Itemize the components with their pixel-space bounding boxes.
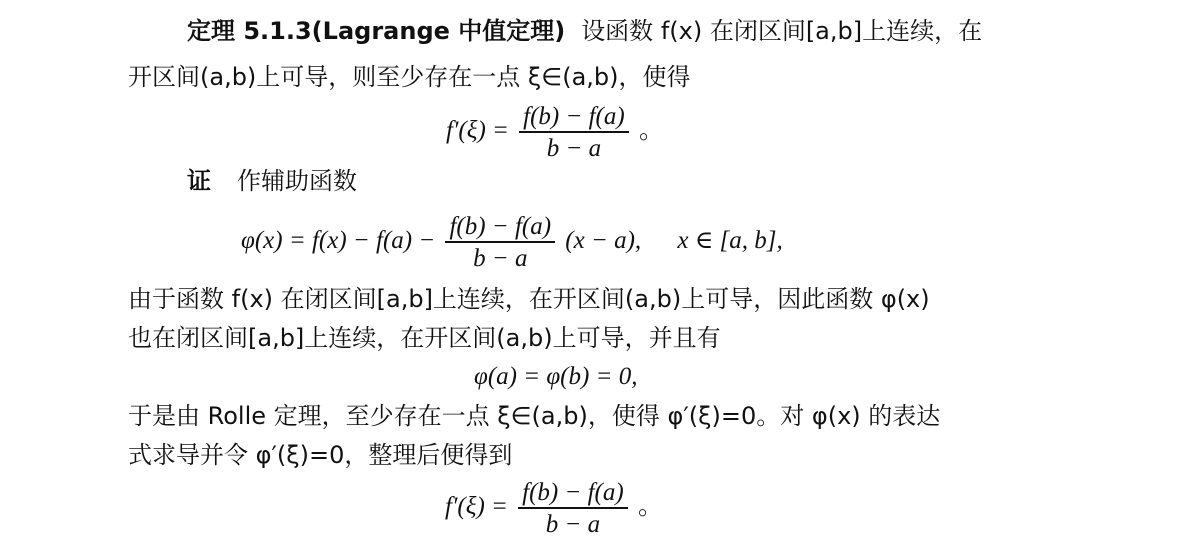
theorem-statement-line-1: 设函数 f(x) 在闭区间[a,b]上连续，在 <box>581 17 983 45</box>
proof-paragraph-2-line-1: 于是由 Rolle 定理，至少存在一点 ξ∈(a,b)，使得 φ′(ξ)=0。对 φ(x) 的表达 <box>128 402 941 430</box>
proof-paragraph-2-line-1-row <box>128 403 940 428</box>
final-formula-lhs: f′(ξ) = <box>445 493 508 521</box>
theorem-formula-numerator: f(b) − f(a) <box>519 104 629 133</box>
proof-paragraph-1-line-2-row <box>128 325 721 350</box>
auxiliary-function-suffix: (x − a), <box>565 227 642 255</box>
theorem-formula-denominator: b − a <box>546 135 602 162</box>
auxiliary-function-fraction <box>445 214 555 271</box>
theorem-statement-line-2: 开区间(a,b)上可导，则至少存在一点 ξ∈(a,b)，使得 <box>128 63 691 91</box>
final-formula-numerator: f(b) − f(a) <box>518 480 628 509</box>
theorem-title: 定理 5.1.3(Lagrange 中值定理) <box>187 17 566 45</box>
final-formula-end: 。 <box>637 493 663 521</box>
auxiliary-function-domain: x ∈ [a, b], <box>677 227 783 255</box>
auxiliary-function-prefix: φ(x) = f(x) − f(a) − <box>241 227 436 255</box>
proof-paragraph-2-line-2: 式求导并令 φ′(ξ)=0，整理后便得到 <box>128 441 513 469</box>
boundary-equation <box>474 364 637 389</box>
auxiliary-function-formula <box>241 214 783 271</box>
theorem-formula-lhs: f′(ξ) = <box>446 117 509 145</box>
final-formula-denominator: b − a <box>545 511 601 538</box>
theorem-statement-line-2-row <box>128 64 691 89</box>
final-formula <box>445 480 663 537</box>
final-formula-fraction <box>518 480 628 537</box>
proof-intro-line <box>187 168 357 193</box>
proof-paragraph-1-line-1: 由于函数 f(x) 在闭区间[a,b]上连续，在开区间(a,b)上可导，因此函数 φ(x) <box>128 285 930 313</box>
proof-paragraph-2-line-2-row <box>128 442 512 467</box>
proof-paragraph-1-line-1-row <box>128 286 930 311</box>
proof-intro-text: 作辅助函数 <box>236 167 357 195</box>
boundary-equation-text: φ(a) = φ(b) = 0, <box>474 363 638 390</box>
theorem-formula <box>446 104 664 161</box>
proof-label: 证 <box>187 167 211 195</box>
theorem-formula-end: 。 <box>638 117 664 145</box>
auxiliary-function-numerator: f(b) − f(a) <box>445 214 555 243</box>
theorem-formula-fraction <box>519 104 629 161</box>
proof-paragraph-1-line-2: 也在闭区间[a,b]上连续，在开区间(a,b)上可导，并且有 <box>128 324 721 352</box>
theorem-heading-line <box>187 18 982 43</box>
auxiliary-function-denominator: b − a <box>473 245 528 272</box>
